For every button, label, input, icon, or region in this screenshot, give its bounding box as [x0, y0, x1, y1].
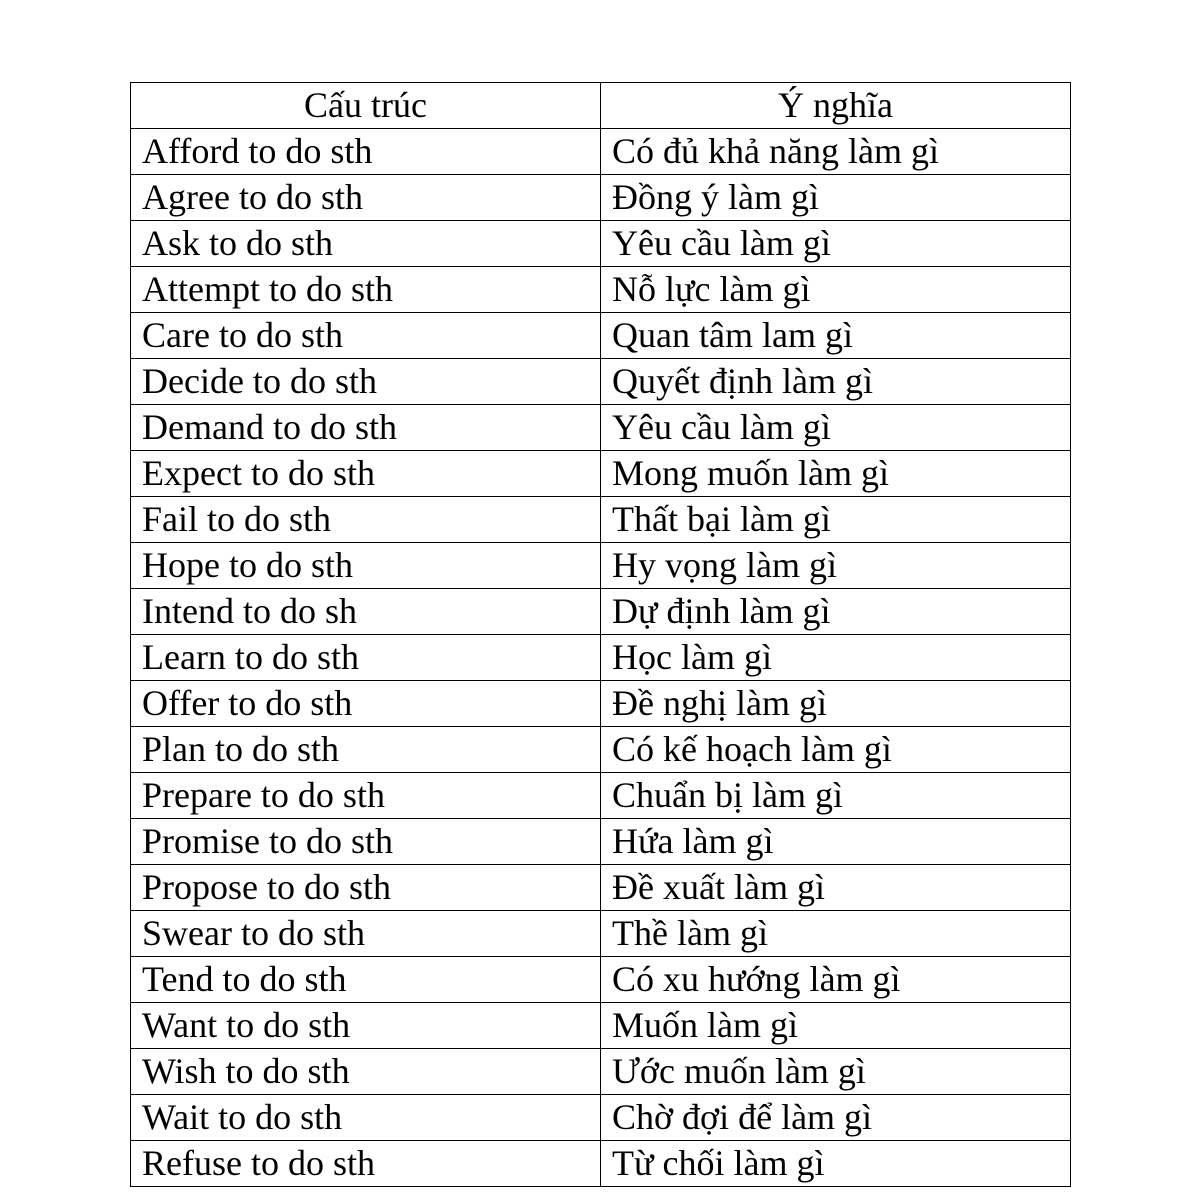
- header-meaning: Ý nghĩa: [601, 83, 1071, 129]
- table-row: [131, 681, 1071, 727]
- meaning-cell: Hy vọng làm gì: [601, 543, 1071, 589]
- structure-cell: Learn to do sth: [131, 635, 601, 681]
- meaning-cell: Có xu hướng làm gì: [601, 957, 1071, 1003]
- meaning-cell: Đề xuất làm gì: [601, 865, 1071, 911]
- table-row: [131, 497, 1071, 543]
- meaning-cell: Có kế hoạch làm gì: [601, 727, 1071, 773]
- structure-cell: Tend to do sth: [131, 957, 601, 1003]
- meaning-cell: Dự định làm gì: [601, 589, 1071, 635]
- structure-cell: Plan to do sth: [131, 727, 601, 773]
- structure-cell: Demand to do sth: [131, 405, 601, 451]
- table-row: [131, 313, 1071, 359]
- meaning-cell: Đồng ý làm gì: [601, 175, 1071, 221]
- meaning-cell: Thề làm gì: [601, 911, 1071, 957]
- meaning-cell: Hứa làm gì: [601, 819, 1071, 865]
- structure-cell: Prepare to do sth: [131, 773, 601, 819]
- structure-cell: Wait to do sth: [131, 1095, 601, 1141]
- table-row: [131, 451, 1071, 497]
- meaning-cell: Chuẩn bị làm gì: [601, 773, 1071, 819]
- table-row: [131, 773, 1071, 819]
- structure-cell: Afford to do sth: [131, 129, 601, 175]
- structure-cell: Ask to do sth: [131, 221, 601, 267]
- table-row: [131, 267, 1071, 313]
- table-row: [131, 819, 1071, 865]
- structure-cell: Agree to do sth: [131, 175, 601, 221]
- meaning-cell: Ước muốn làm gì: [601, 1049, 1071, 1095]
- meaning-cell: Mong muốn làm gì: [601, 451, 1071, 497]
- meaning-cell: Quan tâm lam gì: [601, 313, 1071, 359]
- table-row: [131, 865, 1071, 911]
- table-row: [131, 1003, 1071, 1049]
- table-row: [131, 589, 1071, 635]
- table-row: [131, 1049, 1071, 1095]
- structure-cell: Expect to do sth: [131, 451, 601, 497]
- structure-cell: Swear to do sth: [131, 911, 601, 957]
- structure-cell: Want to do sth: [131, 1003, 601, 1049]
- meaning-cell: Quyết định làm gì: [601, 359, 1071, 405]
- meaning-cell: Học làm gì: [601, 635, 1071, 681]
- meaning-cell: Đề nghị làm gì: [601, 681, 1071, 727]
- structure-cell: Fail to do sth: [131, 497, 601, 543]
- structure-cell: Intend to do sh: [131, 589, 601, 635]
- table-row: [131, 727, 1071, 773]
- structure-meaning-table: [130, 82, 1071, 1187]
- structure-cell: Refuse to do sth: [131, 1141, 601, 1187]
- table-row: [131, 175, 1071, 221]
- meaning-cell: Chờ đợi để làm gì: [601, 1095, 1071, 1141]
- structure-cell: Care to do sth: [131, 313, 601, 359]
- meaning-cell: Có đủ khả năng làm gì: [601, 129, 1071, 175]
- structure-cell: Wish to do sth: [131, 1049, 601, 1095]
- table-row: [131, 957, 1071, 1003]
- meaning-cell: Muốn làm gì: [601, 1003, 1071, 1049]
- table-row: [131, 1095, 1071, 1141]
- header-structure: Cấu trúc: [131, 83, 601, 129]
- structure-cell: Decide to do sth: [131, 359, 601, 405]
- table-row: [131, 405, 1071, 451]
- table-body: [131, 129, 1071, 1187]
- structure-cell: Propose to do sth: [131, 865, 601, 911]
- meaning-cell: Thất bại làm gì: [601, 497, 1071, 543]
- meaning-cell: Yêu cầu làm gì: [601, 221, 1071, 267]
- meaning-cell: Yêu cầu làm gì: [601, 405, 1071, 451]
- table-row: [131, 543, 1071, 589]
- table-row: [131, 911, 1071, 957]
- structure-cell: Promise to do sth: [131, 819, 601, 865]
- meaning-cell: Nỗ lực làm gì: [601, 267, 1071, 313]
- table-row: [131, 635, 1071, 681]
- structure-cell: Attempt to do sth: [131, 267, 601, 313]
- table-row: [131, 359, 1071, 405]
- table-header-row: [131, 83, 1071, 129]
- structure-cell: Offer to do sth: [131, 681, 601, 727]
- table-row: [131, 1141, 1071, 1187]
- structure-cell: Hope to do sth: [131, 543, 601, 589]
- table-row: [131, 221, 1071, 267]
- table-row: [131, 129, 1071, 175]
- meaning-cell: Từ chối làm gì: [601, 1141, 1071, 1187]
